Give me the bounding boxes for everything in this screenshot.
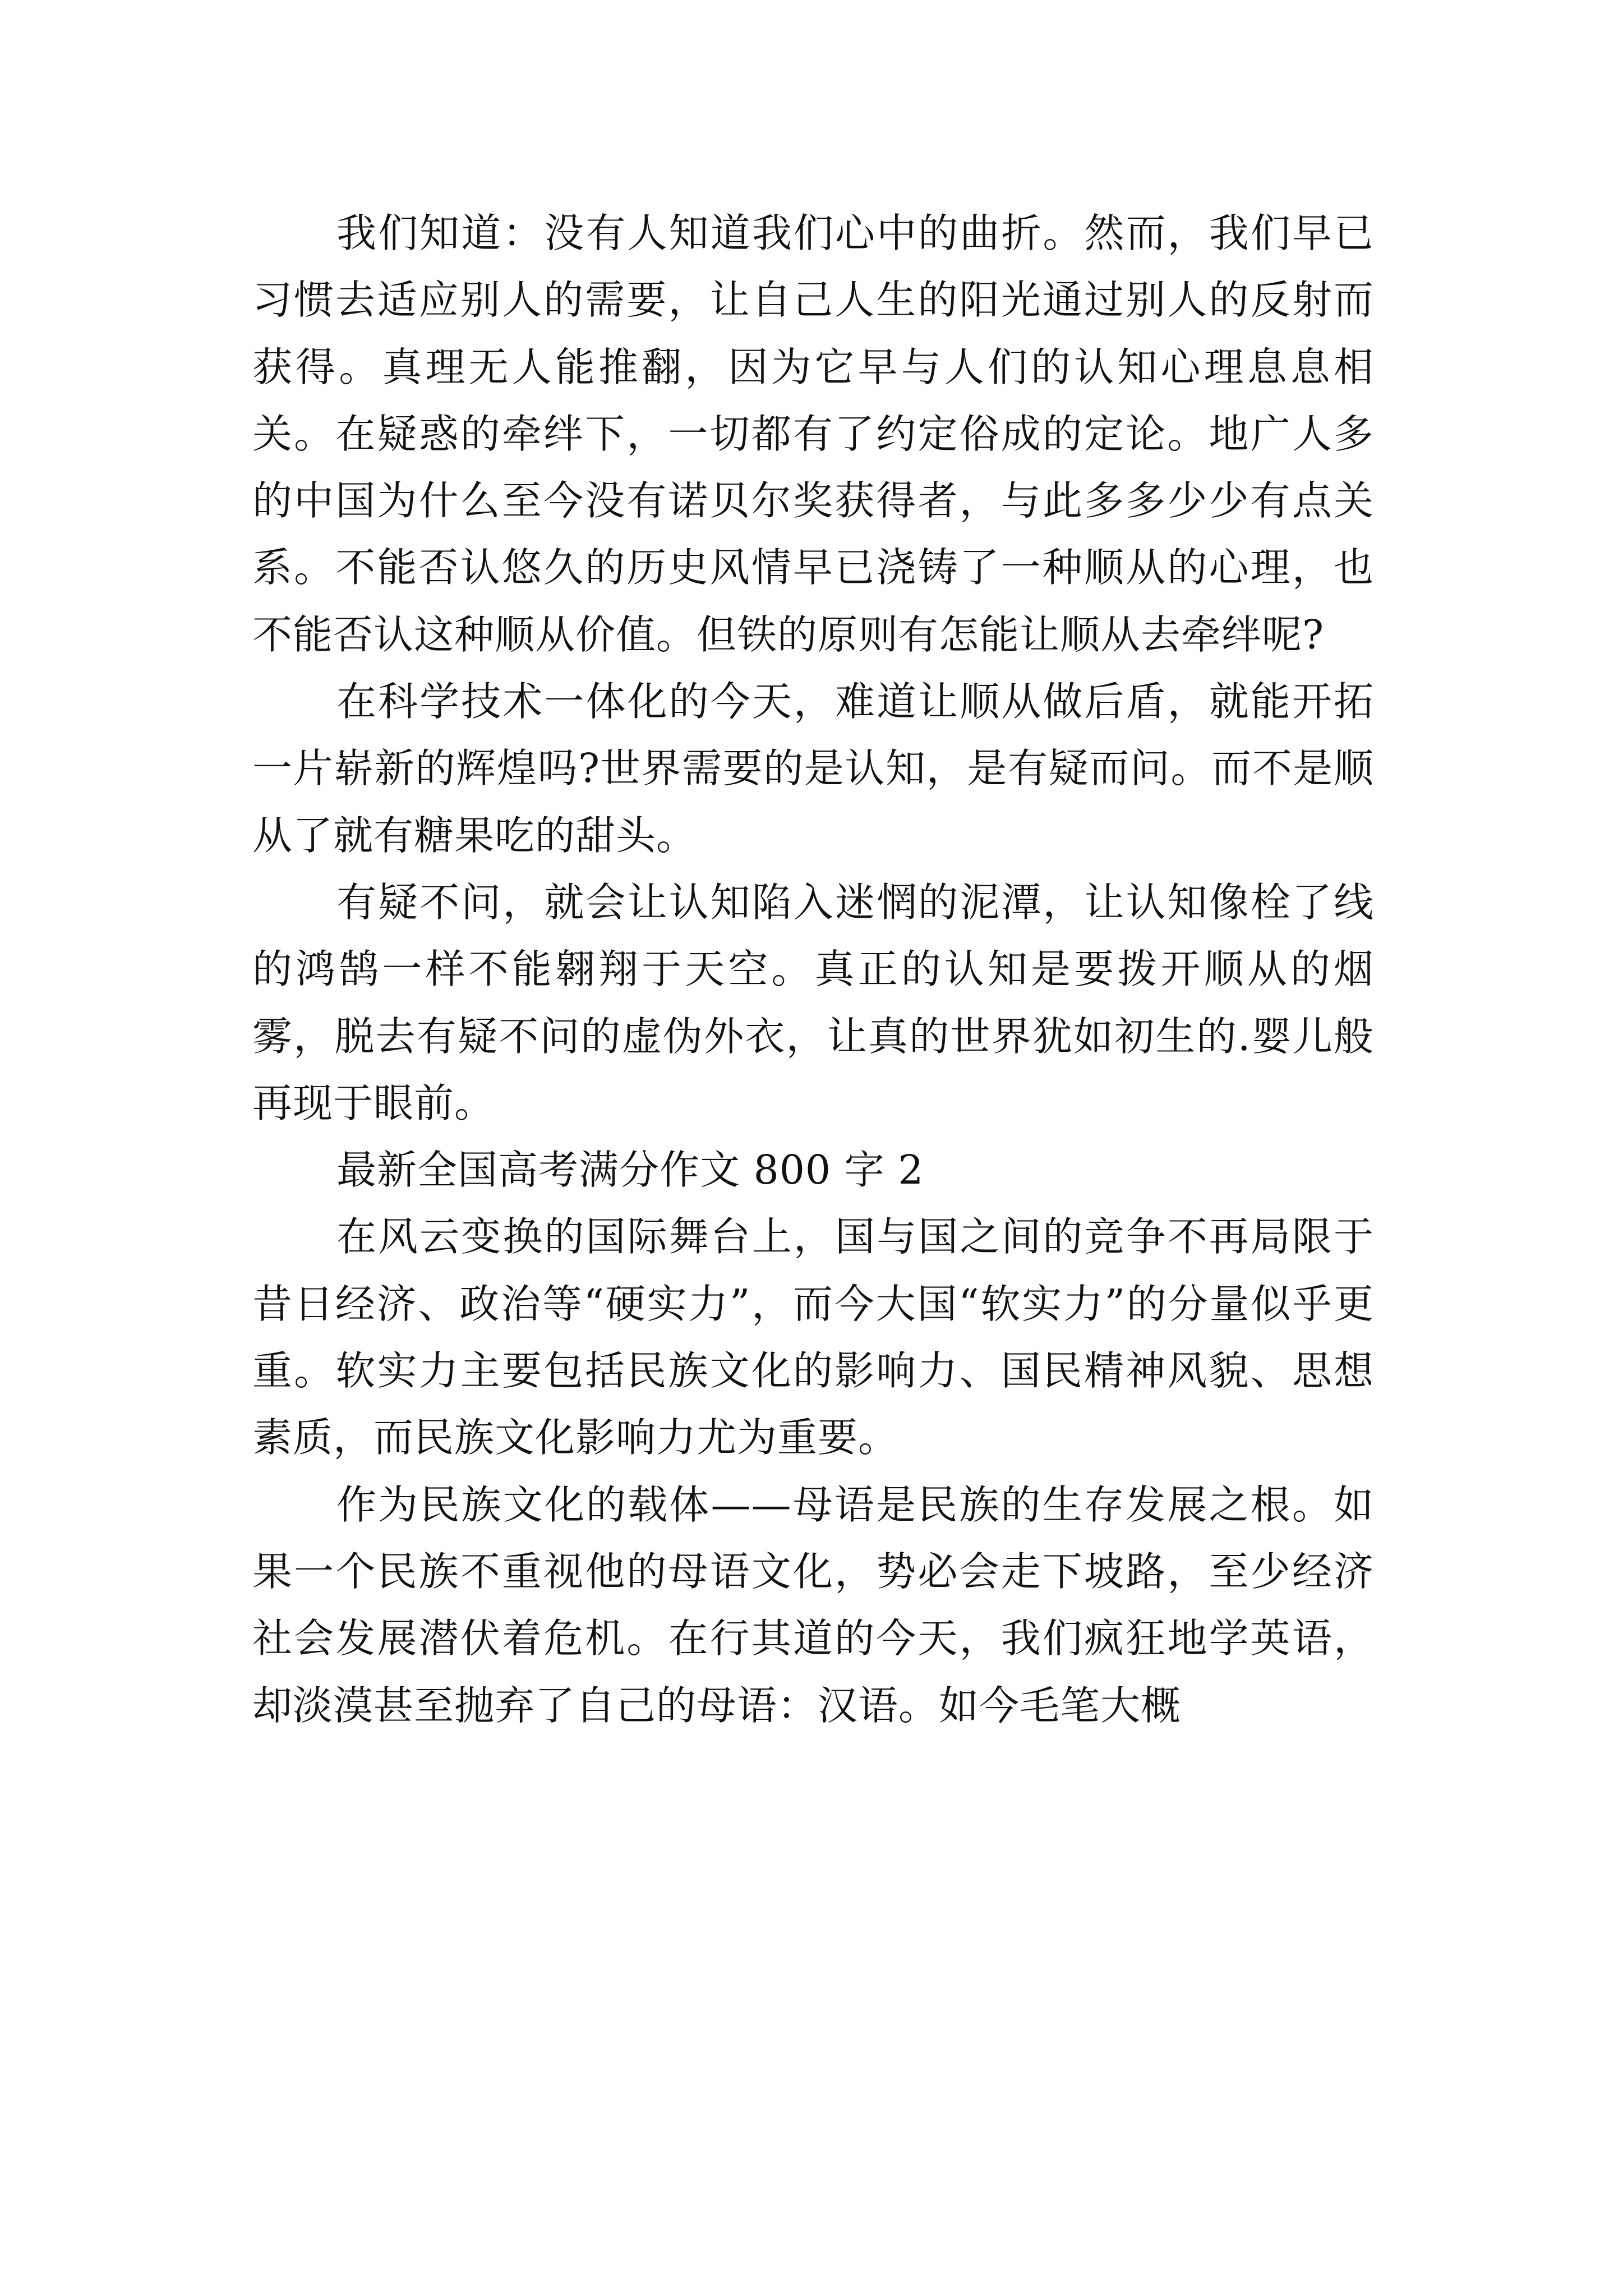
paragraph-3: 有疑不问，就会让认知陷入迷惘的泥潭，让认知像栓了线的鸿鹄一样不能翱翔于天空。真正的认知是要拨开顺从的烟雾，脱去有疑不问的虚伪外衣，让真的世界犹如初生的.婴儿般再现于眼前。 <box>252 878 1374 1126</box>
paragraph-1: 我们知道：没有人知道我们心中的曲折。然而，我们早已习惯去适应别人的需要，让自己人生的阳光通过别人的反射而获得。真理无人能推翻，因为它早与人们的认知心理息息相关。在疑惑的牵绊下，一切都有了约定俗成的定论。地广人多的中国为什么至今没有诺贝尔奖获得者，与此多多少少有点关系。不能否认悠久的历史风情早已浇铸了一种顺从的心理，也不能否认这种顺从价值。但铁的原则有怎能让顺从去牵绊呢? <box>252 210 1374 658</box>
paragraph-4: 在风云变换的国际舞台上，国与国之间的竞争不再局限于昔日经济、政治等“硬实力”，而今大国“软实力”的分量似乎更重。软实力主要包括民族文化的影响力、国民精神风貌、思想素质，而民族文化影响力尤为重要。 <box>252 1213 1374 1461</box>
document-body <box>252 200 1374 1739</box>
paragraph-5: 作为民族文化的载体——母语是民族的生存发展之根。如果一个民族不重视他的母语文化，势必会走下坡路，至少经济社会发展潜伏着危机。在行其道的今天，我们疯狂地学英语，却淡漠甚至抛弃了自己的母语：汉语。如今毛笔大概 <box>252 1481 1374 1729</box>
section-title: 最新全国高考满分作文 800 字 2 <box>336 1147 924 1194</box>
paragraph-2: 在科学技术一体化的今天，难道让顺从做后盾，就能开拓一片崭新的辉煌吗?世界需要的是认知，是有疑而问。而不是顺从了就有糖果吃的甜头。 <box>252 678 1374 859</box>
